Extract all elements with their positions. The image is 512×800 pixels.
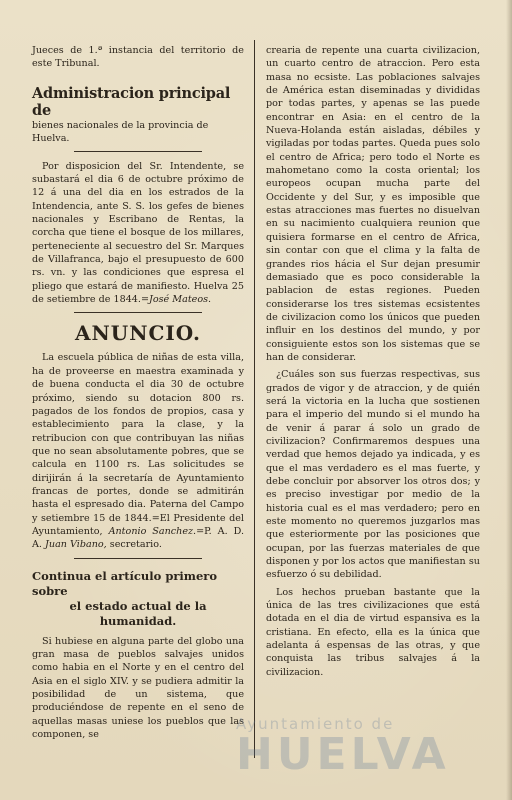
page-edge-shadow [506,0,512,800]
section-divider [74,312,202,313]
anuncio-title: ANUNCIO. [74,321,201,346]
column-rule [254,40,255,758]
watermark-big-text: HUELVA [236,729,450,780]
anuncio-text: La escuela pública de niñas de esta villa, ha de proveerse en maestra examinada y de buena conducta el dia 30 de octubre próximo, siendo su dotacion 800 rs. pagados de los fondos de propios, casa y establecimiento para la clase, y la retribucion con que contribuyan las niñas que no sean absolutamente pobres, que se calcula en 1100 rs. Las solicitudes se dirijirán á la secretaría de Ayuntamiento francas de portes, donde se admitirán hasta el espresado dia. Paterna del Campo y setiembre 15 de 1844.=El Presidente del Ayuntamiento, [32,352,244,537]
article-subtitle: el estado actual de la humanidad. [69,598,207,628]
admin-notice-text: Por disposicion del Sr. Intendente, se subastará el dia 6 de octubre próximo de 12 á una del dia en los estrados de la Intendencia, ante S. S. los gefes de bienes nacionales y Escribano de Rentas, la corcha que tiene el bosque de los millares, perteneciente al secuestro del Sr. Marques de Villafranca, bajo el presupuesto de 600 rs. vn. y las condiciones que espresa el pliego que estará de manifiesto. Huelva 25 de setiembre de 1844.= [32,160,244,306]
anuncio-middle: =P. A. D. A. [32,525,244,551]
right-column [266,44,480,679]
anuncio-role: secretario. [109,539,162,551]
intro-text: Jueces de 1.ª instancia del territorio de este Tribunal. [32,45,244,70]
article-paragraph-1: crearia de repente una cuarta civilizacion, un cuarto centro de atraccion. Pero esta masa no ecsiste. Las poblaciones salvajes de América estan diseminadas y divididas por todas partes, y apenas se las puede encontrar en Asia: en el centro de la Nueva-Holanda están aisladas, débiles y vigiladas por todas partes. Queda pues solo el centro de Africa; pero todo el Norte es mahometano como la costa oriental; los europeos ocupan mucha parte del Occidente y del Sur, y es imposible que estas atracciones mas fuertes no disuelvan en su nacimiento cualquiera reunion que quisiera formarse en el centro de Africa, sin contar con que el clima y la falta de grandes rios hácia el Sur dejan presumir demasiado que es poco considerable la pablacion de estas regiones. Pueden considerarse los tres sistemas ecsistentes de civilizacion como los únicos que pueden influir en los destinos del mundo, y por consiguiente estos son los sistemas que se han de considerar. [266,45,480,363]
article-title: Continua el artículo primero sobre [32,568,218,598]
article-paragraph-2: ¿Cuáles son sus fuerzas respectivas, sus grados de vigor y de atraccion, y de quién será la victoria en la lucha que sostienen para el imperio del mundo si el mundo ha de venir á parar á solo un grado de civilizacion? Confirmaremos despues una verdad que hemos dejado ya indicada, y es que el mas verdadero es el mas fuerte, y debe concluir por absorver los otros dos; y es preciso investigar por medio de la historia cual es el mas verdadero; pero en este momento no queremos juzgarlos mas que esteriormente por las posiciones que ocupan, por las fuerzas materiales de que disponen y por los actos que manifiestan su esfuerzo ó su debilidad. [266,369,480,581]
admin-section-title: Administracion principal de [32,84,231,119]
section-divider [74,558,202,559]
anuncio-signature-president: Antonio Sanchez. [108,525,197,537]
section-divider [74,151,202,152]
admin-notice-body [32,160,244,307]
watermark-top-text: Ayuntamiento de [236,715,395,733]
admin-signature: José Mateos. [149,294,212,306]
article-paragraph-3: Los hechos prueban bastante que la única de las tres civilizaciones que está dotada en el dia de virtud espansiva es la cristiana. En efecto, ella es la única que adelanta á espensas de las otras, y que conquista las tribus salvajes á la civilizacion. [266,586,480,678]
archive-watermark [236,716,498,786]
admin-section-subtitle: bienes nacionales de la provincia de Huelva. [32,119,209,144]
left-column [32,44,244,741]
anuncio-body [32,351,244,551]
anuncio-signature-secretary: Juan Vibano, [45,539,107,551]
article-body-start: Si hubiese en alguna parte del globo una gran masa de pueblos salvajes unidos como habia en el Norte y en el centro del Asia en el siglo XIV. y se pudiera admitir la posibilidad de un sistema, que produciéndose de repente en el seno de aquellas masas uniese los pueblos que las componen, se [32,635,244,741]
